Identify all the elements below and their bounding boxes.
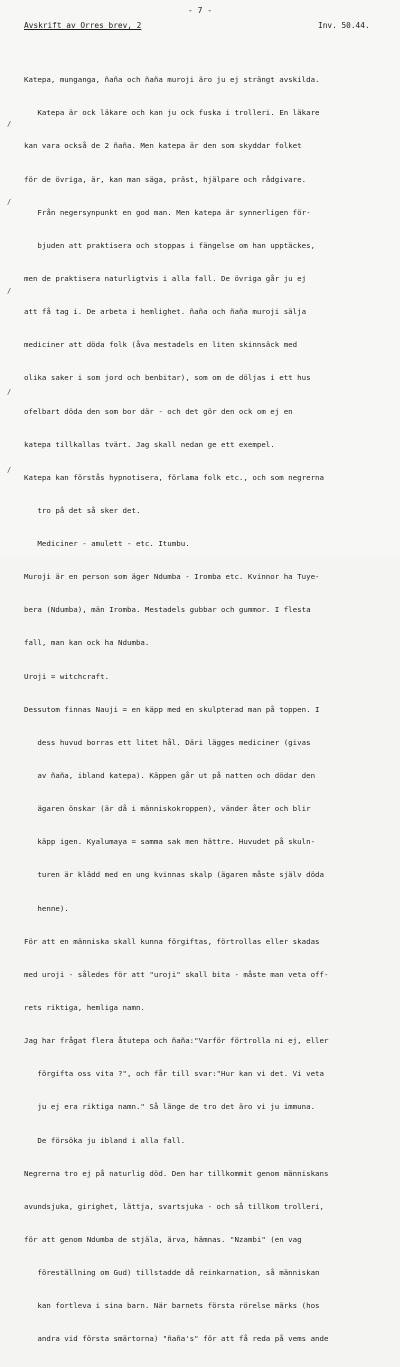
inventory-number: Inv. 50.44. (318, 21, 370, 30)
text-line: tro på det så sker det. (24, 505, 141, 515)
text-line: bjuden att praktisera och stoppas i fängelse om han upptäckes, (24, 240, 316, 250)
text-line: turen är klädd med en ung kvinnas skalp (ägaren måste själv döda (24, 870, 325, 880)
text-line: ägaren önskar (är då i människokroppen), vänder åter och blir (24, 804, 311, 814)
margin-mark: / (7, 120, 12, 128)
margin-mark: / (7, 388, 12, 396)
text-line: förgifta oss vita ?", och får till svar:"Hur kan vi det. Vi veta (24, 1069, 325, 1079)
text-line: Mediciner - amulett - etc. Itumbu. (24, 539, 190, 549)
text-line: för att genom Ndumba de stjäla, ärva, hämnas. "Nzambi" (en vag (24, 1235, 302, 1245)
text-line: Negrerna tro ej på naturlig död. Den har tillkommit genom människans (24, 1168, 329, 1178)
text-line: med uroji - således för att "uroji" skall bita - måste man veta off- (24, 969, 329, 979)
document-title: Avskrift av Orres brev, 2 (24, 21, 142, 30)
text-line: rets riktiga, hemliga namn. (24, 1003, 145, 1013)
text-line: Från negersynpunkt en god man. Men katepa är synnerligen för- (24, 207, 311, 217)
text-line: mediciner att döda folk (åva mestadels en liten skinnsäck med (24, 340, 298, 350)
text-line: bera (Ndumba), män Iromba. Mestadels gubbar och gummor. I flesta (24, 605, 311, 615)
text-line: avundsjuka, girighet, lättja, svartsjuka - och så tillkom trolleri, (24, 1201, 325, 1211)
text-line: De försöka ju ibland i alla fall. (24, 1135, 186, 1145)
text-line: Katepa kan förstås hypnotisera, förlama folk etc., och som negrerna (24, 472, 325, 482)
text-line: katepa tillkallas tvärt. Jag skall nedan ge ett exempel. (24, 439, 275, 449)
text-line: fall, man kan ock ha Ndumba. (24, 638, 150, 648)
text-line: Jag har frågat flera åtutepa och ñaña:"Varför förtrolla ni ej, eller (24, 1036, 329, 1046)
text-line: kan vara också de 2 ñaña. Men katepa är den som skyddar folket (24, 141, 302, 151)
margin-mark: / (7, 287, 12, 295)
text-line: För att en människa skall kunna förgiftas, förtrollas eller skadas (24, 936, 320, 946)
text-line: för de övriga, är, kan man säga, präst, hjälpare och rådgivare. (24, 174, 307, 184)
margin-mark: / (7, 198, 12, 206)
text-line: att få tag i. De arbeta i hemlighet. ñaña och ñaña muroji sälja (24, 307, 307, 317)
text-line: men de praktisera naturligtvis i alla fall. De övriga går ju ej (24, 273, 307, 283)
text-line: käpp igen. Kyalumaya = samma sak men hättre. Huvudet på skuln- (24, 837, 316, 847)
document-body (24, 52, 394, 1367)
text-line: ju ej era riktiga namn." Så länge de tro det äro vi ju immuna. (24, 1102, 316, 1112)
text-line: olika saker i som jord och benbitar), som om de döljas i ett hus (24, 373, 311, 383)
text-line: Katepa är ock läkare och kan ju ock fuska i trolleri. En läkare (24, 108, 320, 118)
page-number: - 7 - (187, 6, 213, 15)
text-line: ofelbart döda den som bor där - och det gör den ock om ej en (24, 406, 293, 416)
text-line: Uroji = witchcraft. (24, 671, 110, 681)
text-line: Katepa, munganga, ñaña och ñaña muroji äro ju ej strängt avskilda. (24, 75, 320, 85)
text-line: Dessutom finnas Nauji = en käpp med en skulpterad man på toppen. I (24, 704, 320, 714)
text-line: henne). (24, 903, 69, 913)
text-line: kan fortleva i sina barn. När barnets första rörelse märks (hos (24, 1301, 320, 1311)
text-line: föreställning om Gud) tillstadde då reinkarnation, så människan (24, 1268, 320, 1278)
text-line: Muroji är en person som äger Ndumba - Iromba etc. Kvinnor ha Tuye- (24, 572, 320, 582)
margin-mark: / (7, 466, 12, 474)
text-line: dess huvud borras ett litet hål. Däri lägges mediciner (givas (24, 737, 311, 747)
text-line: andra vid första smärtorna) "ñaña's" för att få reda på vems ande (24, 1334, 329, 1344)
text-line: av ñaña, ibland katepa). Käppen går ut på natten och dödar den (24, 771, 316, 781)
